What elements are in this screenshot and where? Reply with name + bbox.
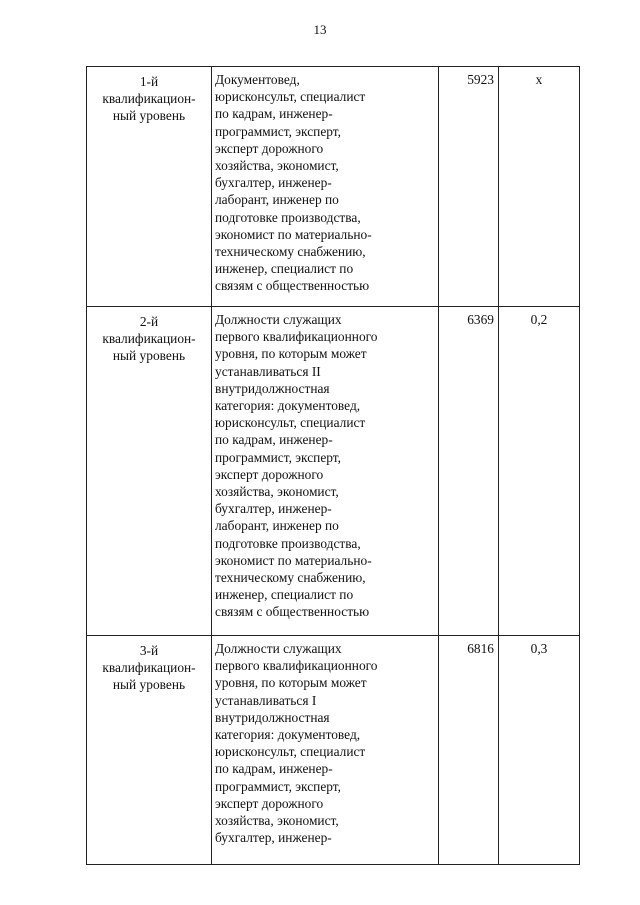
coefficient-cell: 0,2 <box>499 307 580 636</box>
qualification-level-cell <box>87 67 212 307</box>
qualification-level-cell <box>87 636 212 865</box>
coefficient-cell: 0,3 <box>499 636 580 865</box>
qualification-level-cell <box>87 307 212 636</box>
table-row <box>87 636 580 865</box>
qualification-level-text: 3-й квалификацион- ный уровень <box>102 643 196 693</box>
salary-cell: 6369 <box>439 307 499 636</box>
page-number: 13 <box>313 22 327 37</box>
coefficient-cell: х <box>499 67 580 307</box>
positions-cell: Должности служащих первого квалификационного уровня, по которым может устанавливаться I внутридолжностная категория: документовед, юрисконсульт, специалист по кадрам, инженер- программист, эксперт, эксперт дорожного хозяйства, экономист, бухгалтер, инженер- <box>212 636 439 865</box>
table-row <box>87 307 580 636</box>
salary-cell: 5923 <box>439 67 499 307</box>
qualification-level-text: 2-й квалификацион- ный уровень <box>102 314 196 364</box>
qualification-table <box>86 66 580 865</box>
table-row <box>87 67 580 307</box>
salary-cell: 6816 <box>439 636 499 865</box>
positions-cell: Должности служащих первого квалификационного уровня, по которым может устанавливаться II внутридолжностная категория: документовед, юрисконсульт, специалист по кадрам, инженер- программист, эксперт, эксперт дорожного хозяйства, экономист, бухгалтер, инженер- лаборант, инженер по подготовке производства, экономист по материально- техническому снабжению, инженер, специалист по связям с общественностью <box>212 307 439 636</box>
qualification-level-text: 1-й квалификацион- ный уровень <box>102 74 196 124</box>
positions-cell: Документовед, юрисконсульт, специалист по кадрам, инженер- программист, эксперт, эксперт дорожного хозяйства, экономист, бухгалтер, инженер- лаборант, инженер по подготовке производства, экономист по материально- техническому снабжению, инженер, специалист по связям с общественностью <box>212 67 439 307</box>
